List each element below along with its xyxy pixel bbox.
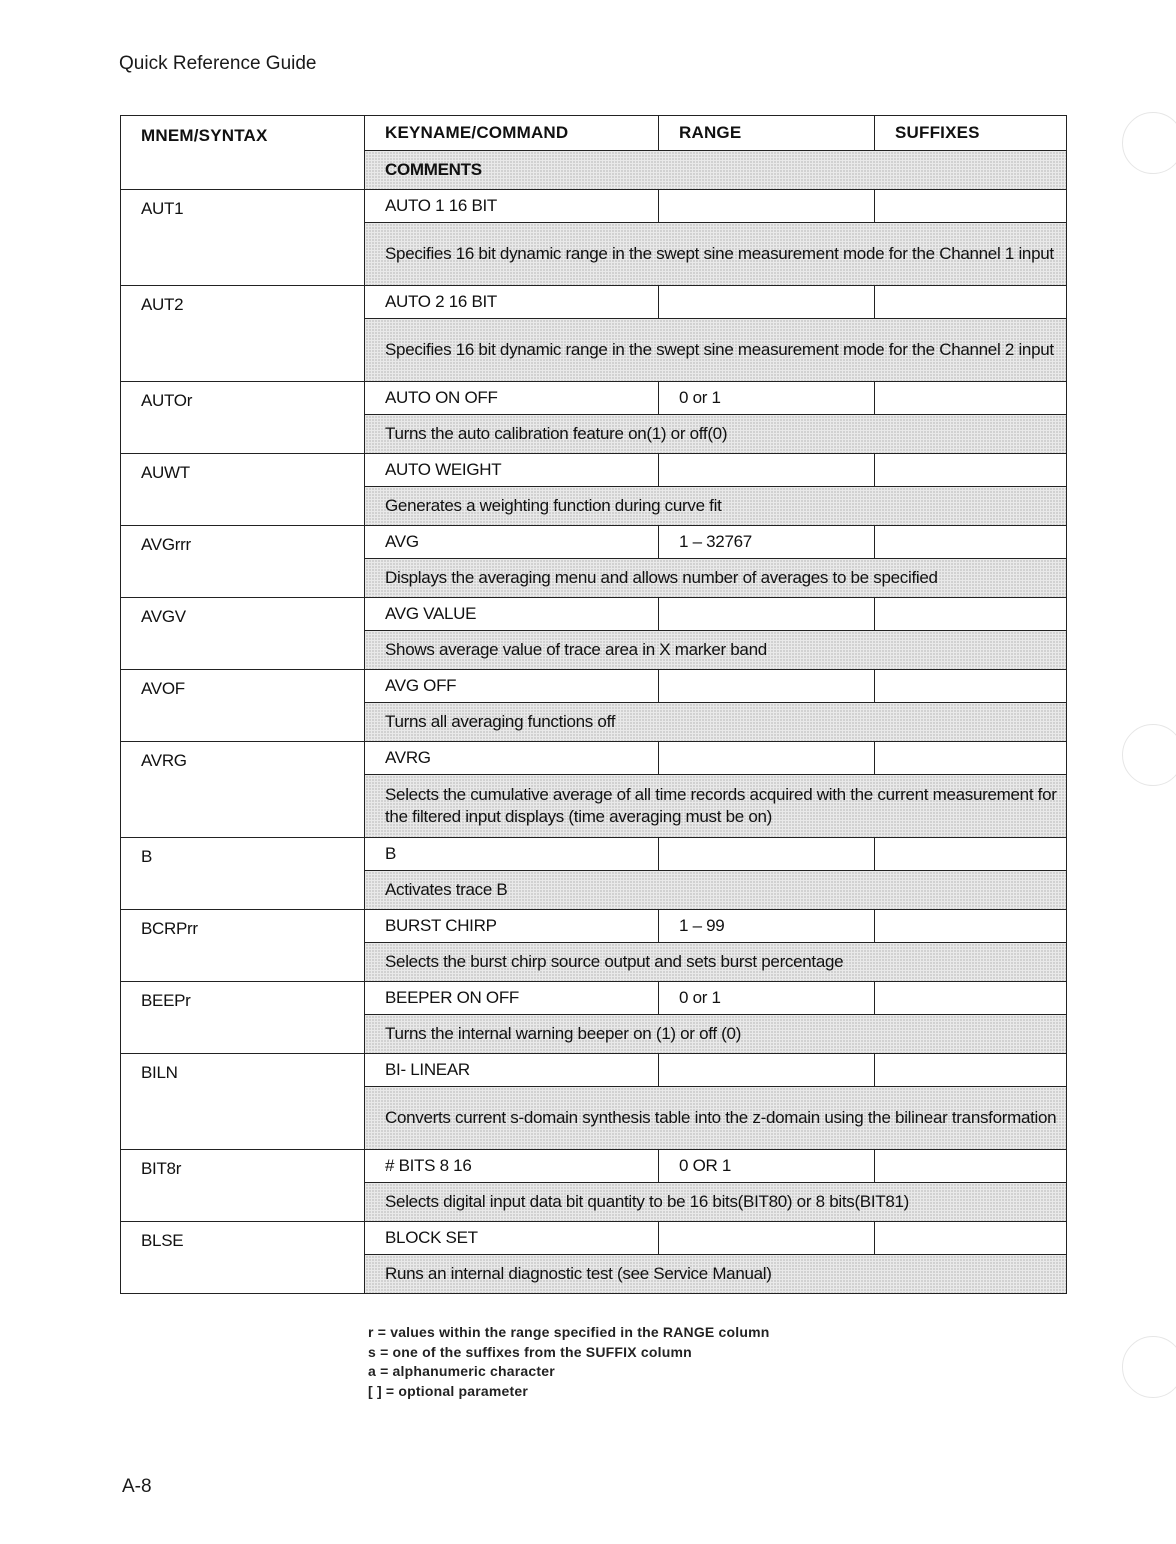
keyname-cell: BURST CHIRP	[365, 910, 659, 943]
mnem-cell: AVRG	[121, 742, 365, 838]
table-row	[121, 598, 1067, 631]
column-header-comments: COMMENTS	[365, 151, 1067, 190]
comment-cell: Generates a weighting function during curve fit	[365, 487, 1067, 526]
keyname-cell: AUTO ON OFF	[365, 382, 659, 415]
range-cell	[659, 742, 875, 775]
suffixes-cell	[875, 526, 1067, 559]
column-header-suffixes: SUFFIXES	[875, 116, 1067, 151]
syntax-legend	[368, 1323, 770, 1401]
comment-cell: Converts current s-domain synthesis table into the z-domain using the bilinear transformation	[365, 1087, 1067, 1150]
suffixes-cell	[875, 190, 1067, 223]
mnem-cell: BEEPr	[121, 982, 365, 1054]
range-cell: 0 OR 1	[659, 1150, 875, 1183]
suffixes-cell	[875, 286, 1067, 319]
range-cell	[659, 598, 875, 631]
column-header-range: RANGE	[659, 116, 875, 151]
mnem-cell: BIT8r	[121, 1150, 365, 1222]
binder-hole-top	[1122, 112, 1176, 174]
suffixes-cell	[875, 454, 1067, 487]
mnem-cell: BILN	[121, 1054, 365, 1150]
binder-hole-bottom	[1122, 1336, 1176, 1398]
table-row	[121, 526, 1067, 559]
mnem-cell: AVGrrr	[121, 526, 365, 598]
binder-hole-middle	[1122, 724, 1176, 786]
suffixes-cell	[875, 1222, 1067, 1255]
page-number: A-8	[122, 1476, 152, 1497]
command-reference-table	[120, 115, 1067, 1294]
suffixes-cell	[875, 598, 1067, 631]
legend-item: a = alphanumeric character	[368, 1363, 555, 1379]
table-row	[121, 910, 1067, 943]
keyname-cell: BLOCK SET	[365, 1222, 659, 1255]
comment-cell: Specifies 16 bit dynamic range in the swept sine measurement mode for the Channel 2 input	[365, 319, 1067, 382]
mnem-cell: BCRPrr	[121, 910, 365, 982]
mnem-cell: AUTOr	[121, 382, 365, 454]
column-header-keyname: KEYNAME/COMMAND	[365, 116, 659, 151]
comment-cell: Selects the burst chirp source output and sets burst percentage	[365, 943, 1067, 982]
comment-cell: Turns the auto calibration feature on(1) or off(0)	[365, 415, 1067, 454]
legend-item: r = values within the range specified in the RANGE column	[368, 1324, 770, 1340]
table-row	[121, 382, 1067, 415]
table-row	[121, 1150, 1067, 1183]
comment-cell: Selects digital input data bit quantity to be 16 bits(BIT80) or 8 bits(BIT81)	[365, 1183, 1067, 1222]
suffixes-cell	[875, 1150, 1067, 1183]
suffixes-cell	[875, 382, 1067, 415]
suffixes-cell	[875, 670, 1067, 703]
table-row	[121, 670, 1067, 703]
suffixes-cell	[875, 1054, 1067, 1087]
range-cell	[659, 454, 875, 487]
mnem-cell: AUWT	[121, 454, 365, 526]
keyname-cell: # BITS 8 16	[365, 1150, 659, 1183]
comment-cell: Shows average value of trace area in X marker band	[365, 631, 1067, 670]
range-cell	[659, 1054, 875, 1087]
mnem-cell: AUT1	[121, 190, 365, 286]
range-cell	[659, 1222, 875, 1255]
column-header-mnem: MNEM/SYNTAX	[121, 116, 365, 190]
table-row	[121, 1222, 1067, 1255]
table-row	[121, 982, 1067, 1015]
range-cell	[659, 838, 875, 871]
range-cell	[659, 190, 875, 223]
keyname-cell: AUTO 2 16 BIT	[365, 286, 659, 319]
mnem-cell: AUT2	[121, 286, 365, 382]
comment-cell: Turns all averaging functions off	[365, 703, 1067, 742]
page-header: Quick Reference Guide	[119, 53, 317, 74]
legend-item: [ ] = optional parameter	[368, 1382, 528, 1399]
mnem-cell: B	[121, 838, 365, 910]
suffixes-cell	[875, 982, 1067, 1015]
comment-cell: Runs an internal diagnostic test (see Service Manual)	[365, 1255, 1067, 1294]
suffixes-cell	[875, 910, 1067, 943]
table-row	[121, 1054, 1067, 1087]
keyname-cell: AUTO WEIGHT	[365, 454, 659, 487]
comment-cell: Activates trace B	[365, 871, 1067, 910]
comment-cell: Specifies 16 bit dynamic range in the swept sine measurement mode for the Channel 1 input	[365, 223, 1067, 286]
table-row	[121, 838, 1067, 871]
range-cell	[659, 670, 875, 703]
keyname-cell: AVG OFF	[365, 670, 659, 703]
table-row	[121, 742, 1067, 775]
comment-cell: Turns the internal warning beeper on (1) or off (0)	[365, 1015, 1067, 1054]
range-cell	[659, 286, 875, 319]
table-row	[121, 454, 1067, 487]
mnem-cell: BLSE	[121, 1222, 365, 1294]
range-cell: 0 or 1	[659, 982, 875, 1015]
comment-cell: Selects the cumulative average of all time records acquired with the current measurement for the filtered input displays (time averaging must be on)	[365, 775, 1067, 838]
range-cell: 1 – 99	[659, 910, 875, 943]
keyname-cell: AVG	[365, 526, 659, 559]
keyname-cell: AVG VALUE	[365, 598, 659, 631]
suffixes-cell	[875, 742, 1067, 775]
keyname-cell: B	[365, 838, 659, 871]
legend-item: s = one of the suffixes from the SUFFIX column	[368, 1343, 692, 1360]
mnem-cell: AVOF	[121, 670, 365, 742]
keyname-cell: AVRG	[365, 742, 659, 775]
comment-cell: Displays the averaging menu and allows number of averages to be specified	[365, 559, 1067, 598]
mnem-cell: AVGV	[121, 598, 365, 670]
suffixes-cell	[875, 838, 1067, 871]
table-row	[121, 190, 1067, 223]
table-row	[121, 286, 1067, 319]
range-cell: 1 – 32767	[659, 526, 875, 559]
range-cell: 0 or 1	[659, 382, 875, 415]
keyname-cell: AUTO 1 16 BIT	[365, 190, 659, 223]
keyname-cell: BI- LINEAR	[365, 1054, 659, 1087]
keyname-cell: BEEPER ON OFF	[365, 982, 659, 1015]
